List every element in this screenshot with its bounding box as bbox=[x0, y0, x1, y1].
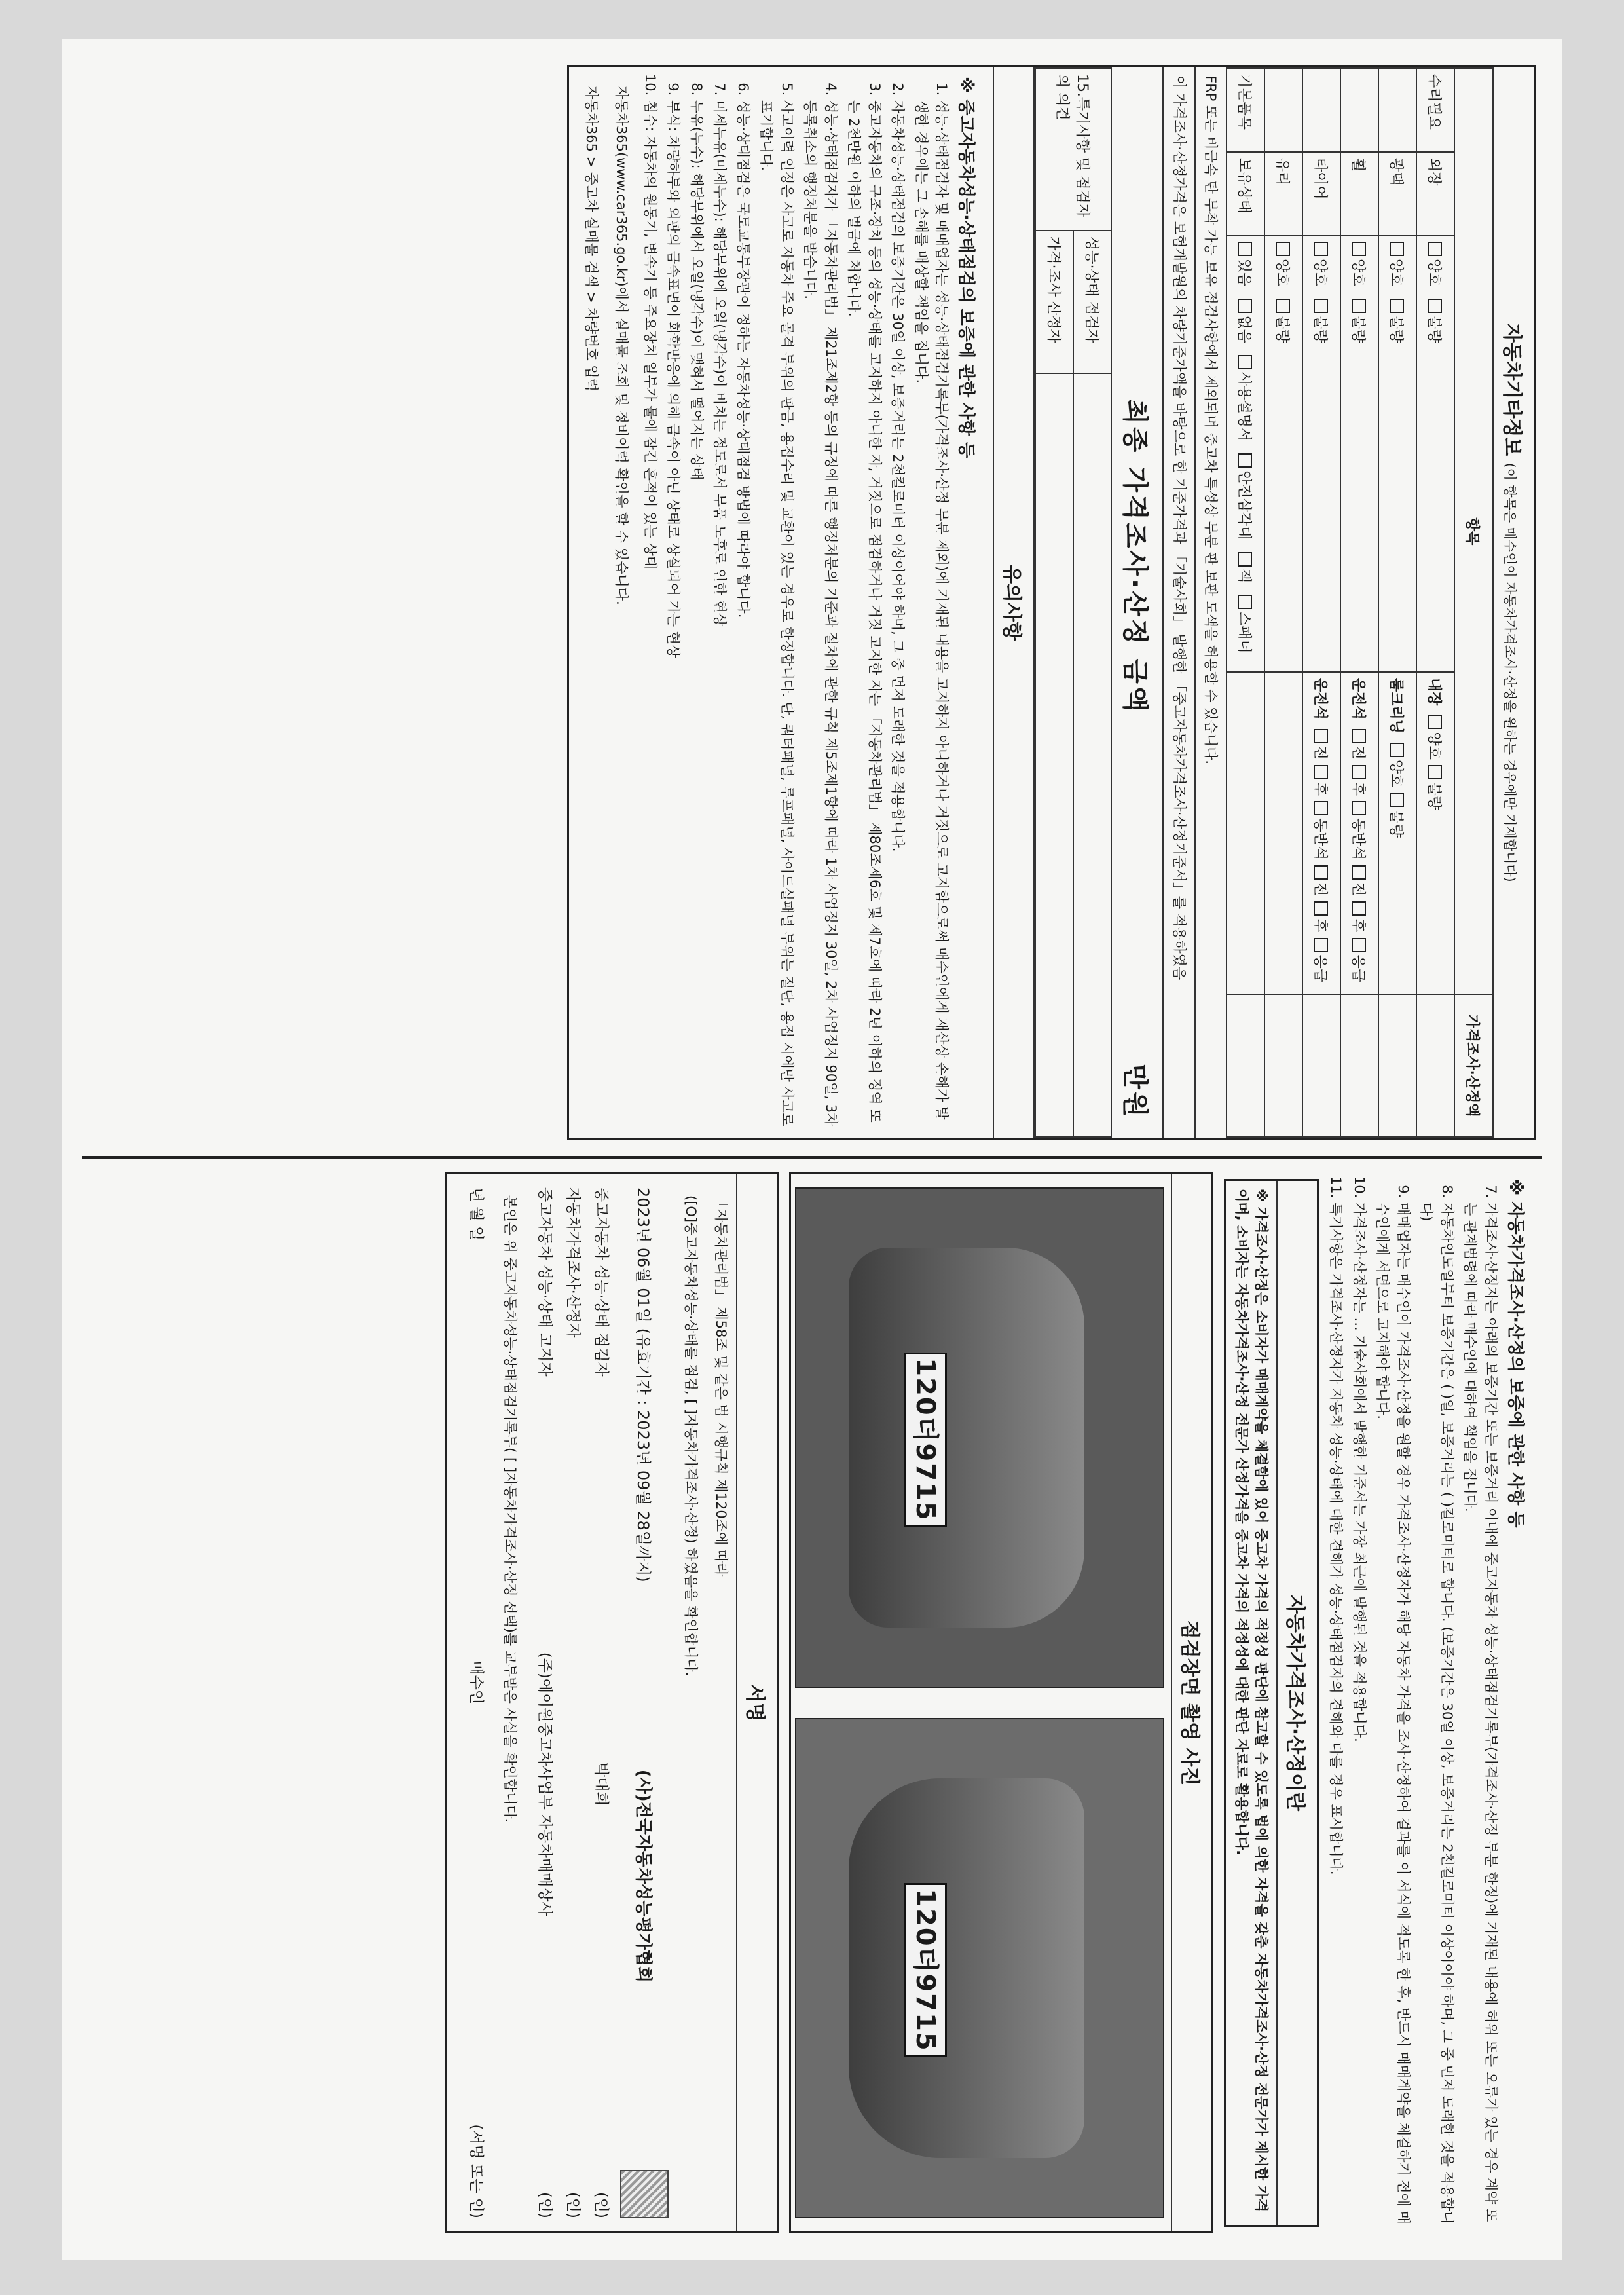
option-label: 양호 bbox=[1312, 259, 1329, 287]
option-label: 불량 bbox=[1388, 810, 1405, 838]
final-amount-label: 최종 가격조사·산정 금액 bbox=[1120, 399, 1151, 715]
row-options-secondary bbox=[1264, 672, 1302, 994]
row-options bbox=[1302, 236, 1340, 672]
option-checkbox[interactable] bbox=[1312, 801, 1332, 860]
basis-note: 이 가격조사·산정가격은 보험개발원의 차량기준가액을 바탕으로 한 기준가격과 「기술사회」 발행한 「중고자동차가격조사·산정기준서」를 적용하였음 bbox=[1164, 67, 1195, 1138]
row-options bbox=[1378, 236, 1416, 672]
row-options-secondary bbox=[1416, 672, 1454, 994]
final-amount-unit: 만원 bbox=[1120, 1064, 1151, 1120]
vehicle-info-section bbox=[567, 65, 1536, 1140]
checkbox-icon bbox=[1352, 801, 1367, 815]
vehicle-info-row bbox=[1340, 68, 1378, 1137]
checkbox-icon bbox=[1238, 355, 1253, 369]
buyer-row bbox=[467, 1187, 489, 2218]
price-definition-text: ※ 가격조사·산정은 소비자가 매매계약을 체결함에 있어 중고차 가격의 적정성 판단에 참고할 수 있도록 법에 의한 자격을 갖춘 자동차가격조사·산정 전문가가 제시한 가격이며, 소비자는 자동차가격조사·산정 전문가 산정가격을 중고차 가격의 적정성에 대한 판단 자료로 활용합니다. bbox=[1233, 1189, 1269, 2212]
notice-item: 10. 가격조사·산정자는 ... 기술사회에서 발행한 기준서는 가장 최근에 발행된 것을 적용합니다. bbox=[1349, 1203, 1370, 2227]
checkbox-icon bbox=[1352, 865, 1367, 880]
signer-role: 중고자동차 성능·상태 점검자 bbox=[593, 1187, 610, 1377]
signer-row bbox=[564, 1187, 585, 2218]
checkbox-icon bbox=[1238, 299, 1253, 313]
signature-section bbox=[445, 1172, 779, 2233]
option-label: 동반석 bbox=[1312, 818, 1329, 860]
frp-note: FRP 또는 비금속 탄 부착 가능 보유 점검사항에서 제외되며 중고차 특성상 부분 판 보판 도색을 허용할 수 있습니다. bbox=[1203, 75, 1219, 765]
price-definition-box bbox=[1224, 1179, 1319, 2227]
signature-statement-2: ([O]중고자동차성능·상태를 점검, [ ]자동차가격조사·산정) 하였음을 확인합니다. bbox=[682, 1195, 699, 1677]
final-amount-row bbox=[1112, 67, 1164, 1138]
row-options-secondary bbox=[1378, 672, 1416, 994]
signer-seal[interactable]: (인) bbox=[536, 2192, 554, 2218]
amount-header: 가격조사·산정액 bbox=[1454, 994, 1492, 1137]
notice-item: 10. 침수: 자동차의 원동기, 변속기 등 주요장치 일부가 물에 잠긴 흔적이 있는 상태 bbox=[639, 100, 660, 1129]
checkbox-icon bbox=[1352, 299, 1367, 313]
checkbox-icon bbox=[1314, 865, 1329, 880]
buyer-label: 매수인 bbox=[467, 1660, 485, 1705]
row-options bbox=[1227, 236, 1264, 672]
option-checkbox[interactable] bbox=[1350, 865, 1370, 896]
checkbox-icon bbox=[1238, 552, 1253, 567]
option-checkbox[interactable] bbox=[1312, 765, 1332, 796]
signer-name: 박대희 bbox=[593, 1762, 610, 1806]
option-checkbox[interactable] bbox=[1350, 729, 1370, 760]
option-label: 있음 bbox=[1236, 259, 1253, 287]
price-notice-block bbox=[1224, 1172, 1529, 2233]
item-header: 항목 bbox=[1454, 68, 1492, 994]
row-label-secondary: 룸크리닝 bbox=[1388, 677, 1405, 734]
option-checkbox[interactable] bbox=[1350, 901, 1370, 932]
remarks-title: 유의사항 bbox=[993, 67, 1035, 1138]
option-checkbox[interactable] bbox=[1236, 453, 1256, 540]
notice-item: 8. 자동차인도일부터 보증기간은 ( )일, 보증거리는 ( )킬로미터로 합니다. (보증기간은 30일 이상, 보증거리는 2천킬로미터 이상이어야 하며, 그 중 먼저 도래한 것을 적용합니다) bbox=[1416, 1203, 1457, 2227]
row-label: 광택 bbox=[1378, 152, 1416, 236]
checkbox-icon bbox=[1390, 743, 1405, 757]
checkbox-icon bbox=[1276, 299, 1291, 313]
option-checkbox[interactable] bbox=[1350, 765, 1370, 796]
option-checkbox[interactable] bbox=[1312, 729, 1332, 760]
row-options bbox=[1264, 236, 1302, 672]
checkbox-icon bbox=[1390, 299, 1405, 313]
checkbox-icon bbox=[1390, 242, 1405, 256]
option-label: 동반석 bbox=[1350, 818, 1367, 860]
front-plate: 120더9715 bbox=[904, 1353, 947, 1527]
checkbox-icon bbox=[1352, 242, 1367, 256]
signer-seal[interactable]: (인) bbox=[593, 2192, 610, 2218]
special-inspector-label: 성능·상태 점검자 bbox=[1073, 231, 1111, 373]
option-label: 응급 bbox=[1350, 954, 1367, 983]
row-amount-cell[interactable] bbox=[1264, 994, 1302, 1137]
row-amount-cell[interactable] bbox=[1227, 994, 1264, 1137]
checkbox-icon bbox=[1352, 938, 1367, 952]
checkbox-icon bbox=[1352, 729, 1367, 743]
checkbox-icon bbox=[1238, 242, 1253, 256]
row-group-label: 기본품목 bbox=[1227, 68, 1264, 152]
checkbox-icon bbox=[1314, 242, 1329, 256]
notice-item: 1. 성능·상태점검자 및 매매업자는 성능·상태점검기록부(가격조사·산정 부분 제외)에 기재된 내용을 고지하지 아니하거나 거짓으로 고지함으로써 매수인에게 재산상 손해가 발생한 경우에는 그 손해를 배상할 책임을 집니다. bbox=[910, 100, 951, 1129]
option-label: 불량 bbox=[1274, 315, 1291, 344]
checkbox-icon bbox=[1352, 901, 1367, 916]
option-checkbox[interactable] bbox=[1350, 299, 1370, 344]
option-checkbox[interactable] bbox=[1312, 938, 1332, 983]
row-options bbox=[1340, 236, 1378, 672]
option-label: 후 bbox=[1350, 918, 1367, 933]
checkbox-icon bbox=[1238, 595, 1253, 609]
option-checkbox[interactable] bbox=[1236, 242, 1256, 287]
notice-block bbox=[569, 67, 993, 1138]
notice-title: ※ 중고자동차성능·상태점검의 보증에 관한 사항 등 bbox=[956, 77, 976, 458]
row-amount-cell[interactable] bbox=[1378, 994, 1416, 1137]
row-group-label bbox=[1378, 68, 1416, 152]
car-front-shape bbox=[849, 1248, 1084, 1628]
left-half bbox=[88, 65, 1536, 1140]
row-label-secondary: 운전석 bbox=[1312, 677, 1329, 720]
vehicle-info-row bbox=[1302, 68, 1340, 1137]
option-label: 전 bbox=[1350, 745, 1367, 760]
row-options-secondary bbox=[1302, 672, 1340, 994]
receipt-statement: 본인은 위 중고자동차성능·상태점검기록부( [ ]자동차가격조사·산정 선택)를 교부받은 사실을 확인합니다. bbox=[502, 1195, 519, 1823]
option-checkbox[interactable] bbox=[1426, 715, 1446, 760]
photo-section-title: 점검장면 촬영 사진 bbox=[1171, 1174, 1211, 2231]
notice-item: 9. 매매업자는 매수인이 가격조사·산정을 원할 경우 가격조사·산정자가 해당 자동차 가격을 조사·산정하여 결과를 이 서식에 적도록 한 후, 반드시 매매계약을 체결하기 전에 매수인에게 서면으로 고지해야 합니다. bbox=[1372, 1203, 1413, 2227]
rotated-document bbox=[62, 39, 1562, 2260]
option-label: 불량 bbox=[1426, 315, 1443, 344]
notice-sub-1: 자동차365(www.car365.go.kr)에서 실매물 조회 및 정비이력 확인을 할 수 있습니다. bbox=[614, 86, 630, 605]
option-label: 양호 bbox=[1388, 259, 1405, 287]
checkbox-icon bbox=[1314, 765, 1329, 779]
notice-item: 4. 성능·상태점검자가 「자동차관리법」 제21조제2항 등의 규정에 따른 행정처분의 기준과 절차에 관한 규칙 제5조제1항에 따라 1차 사업정지 30일, 2차 사업정지 90일, 3차 등록취소의 행정처분을 받습니다. bbox=[800, 100, 841, 1129]
price-notice-list bbox=[1325, 1179, 1501, 2227]
option-checkbox[interactable] bbox=[1350, 801, 1370, 860]
option-checkbox[interactable] bbox=[1236, 299, 1256, 344]
option-checkbox[interactable] bbox=[1388, 242, 1408, 287]
notice-item: 7. 가격조사·산정자는 아래의 보증기간 또는 보증거리 이내에 중고자동차 성능·상태점검기록부(가격조사·산정 부분 한정)에 기재된 내용에 허위 또는 오류가 있는 경우 계약 또는 관계법령에 따라 매수인에 대하여 책임을 집니다. bbox=[1460, 1203, 1501, 2227]
notice-sub-2: 자동차365 > 중고차 실매물 검색 > 차량번호 입력 bbox=[583, 86, 599, 392]
option-checkbox[interactable] bbox=[1350, 242, 1370, 287]
option-checkbox[interactable] bbox=[1388, 743, 1408, 788]
option-checkbox[interactable] bbox=[1236, 552, 1256, 583]
notice-item: 7. 미세누유(미세누수): 해당부위에 오일(냉각수)이 비치는 정도로서 부품 노후로 인한 현상 bbox=[709, 100, 730, 1129]
checkbox-icon bbox=[1314, 801, 1329, 815]
option-checkbox[interactable] bbox=[1312, 865, 1332, 896]
option-checkbox[interactable] bbox=[1426, 765, 1446, 810]
option-checkbox[interactable] bbox=[1426, 299, 1446, 344]
checkbox-icon bbox=[1238, 453, 1253, 468]
rear-photo bbox=[795, 1718, 1164, 2218]
checkbox-icon bbox=[1314, 299, 1329, 313]
notice-item: 5. 사고이력 인정은 사고로 자동차 주요 골격 부위의 판금, 용접수리 및 교환이 있는 경우로 한정합니다. 단, 쿼터패널, 루프패널, 사이드실패널 부위는 절단, 용접 시에만 사고로 표기합니다. bbox=[756, 100, 797, 1129]
option-label: 불량 bbox=[1312, 315, 1329, 344]
signer-roles bbox=[536, 1187, 614, 2218]
checkbox-icon bbox=[1428, 715, 1443, 729]
option-checkbox[interactable] bbox=[1236, 595, 1256, 654]
issuer-row bbox=[620, 1187, 669, 2218]
option-label: 스패너 bbox=[1236, 611, 1253, 654]
front-photo bbox=[795, 1187, 1164, 1688]
option-label: 사용설명서 bbox=[1236, 372, 1253, 442]
option-label: 없음 bbox=[1236, 315, 1253, 344]
row-amount-cell[interactable] bbox=[1340, 994, 1378, 1137]
checkbox-icon bbox=[1276, 242, 1291, 256]
photo-area bbox=[791, 1174, 1171, 2231]
center-divider bbox=[82, 1156, 1542, 1159]
option-checkbox[interactable] bbox=[1312, 242, 1332, 287]
checkbox-icon bbox=[1314, 938, 1329, 952]
option-label: 양호 bbox=[1426, 259, 1443, 287]
option-label: 후 bbox=[1312, 918, 1329, 933]
notice-item: 11. 특기사항은 가격조사·산정자가 자동차 성능·상태에 대한 견해가 성능·상태점검자의 견해와 다를 경우 표시합니다. bbox=[1325, 1203, 1346, 2227]
issue-date: 2023년 06월 01일 (유효기간 : 2023년 09월 28일까지) bbox=[633, 1187, 652, 1582]
row-label: 유리 bbox=[1264, 152, 1302, 236]
notice-item: 3. 중고자동차의 구조·장치 등의 성능·상태를 고지하지 아니한 자, 거짓으로 점검하거나 거짓 고지한 자는 「자동차관리법」 제80조제6호 및 제7호에 따라 2년 이하의 징역 또는 2천만원 이하의 벌금에 처합니다. bbox=[843, 100, 885, 1129]
row-group-label bbox=[1302, 68, 1340, 152]
option-checkbox[interactable] bbox=[1388, 793, 1408, 838]
vehicle-info-row bbox=[1378, 68, 1416, 1137]
special-inspector-value bbox=[1073, 373, 1111, 1137]
row-options-secondary bbox=[1227, 672, 1264, 994]
option-label: 양호 bbox=[1350, 259, 1367, 287]
option-checkbox[interactable] bbox=[1236, 355, 1256, 441]
row-label: 외장 bbox=[1416, 152, 1454, 236]
price-notice-title: ※ 자동차가격조사·산정의 보증에 관한 사항 등 bbox=[1505, 1179, 1525, 1528]
right-half bbox=[88, 1172, 1536, 2233]
option-label: 불량 bbox=[1426, 781, 1443, 810]
row-amount-cell[interactable] bbox=[1302, 994, 1340, 1137]
rear-plate: 120더9715 bbox=[904, 1883, 947, 2057]
signer-seal[interactable]: (인) bbox=[564, 2192, 582, 2218]
option-checkbox[interactable] bbox=[1274, 299, 1294, 344]
special-appraiser-label: 가격·조사 산정자 bbox=[1035, 231, 1073, 373]
option-label: 전 bbox=[1350, 882, 1367, 897]
option-label: 양호 bbox=[1388, 759, 1405, 788]
option-label: 불량 bbox=[1388, 315, 1405, 344]
row-options bbox=[1416, 236, 1454, 672]
signer-role: 중고자동차 성능·상태 고지자 bbox=[536, 1187, 554, 1377]
vehicle-info-title: 자동차기타정보 (이 항목은 매수인이 자동차가격조사·산정을 원하는 경우에만 기재합니다) bbox=[1493, 67, 1534, 1138]
row-label-secondary: 내장 bbox=[1426, 677, 1443, 706]
row-label: 휠 bbox=[1340, 152, 1378, 236]
option-label: 후 bbox=[1312, 781, 1329, 796]
row-options-secondary bbox=[1340, 672, 1378, 994]
option-checkbox[interactable] bbox=[1312, 901, 1332, 932]
checkbox-icon bbox=[1352, 765, 1367, 779]
row-label: 타이어 bbox=[1302, 152, 1340, 236]
row-amount-cell[interactable] bbox=[1416, 994, 1454, 1137]
vehicle-info-table bbox=[1226, 67, 1493, 1138]
receipt-date: 년 월 일 bbox=[467, 1187, 485, 1241]
photo-section bbox=[789, 1172, 1213, 2233]
signer-role: 자동차가격조사·산정자 bbox=[564, 1187, 582, 1338]
option-checkbox[interactable] bbox=[1312, 299, 1332, 344]
special-notes-label: 15.특기사항 및 점검자의 의견 bbox=[1035, 68, 1111, 231]
vehicle-info-row bbox=[1264, 68, 1302, 1137]
checkbox-icon bbox=[1428, 242, 1443, 256]
option-label: 전 bbox=[1312, 745, 1329, 760]
checkbox-icon bbox=[1428, 765, 1443, 779]
row-label: 보유상태 bbox=[1227, 152, 1264, 236]
row-label-secondary: 운전석 bbox=[1350, 677, 1367, 720]
option-label: 전 bbox=[1312, 882, 1329, 897]
option-label: 불량 bbox=[1350, 315, 1367, 344]
checkbox-icon bbox=[1314, 729, 1329, 743]
notice-list bbox=[639, 77, 951, 1129]
option-label: 후 bbox=[1350, 781, 1367, 796]
option-label: 양호 bbox=[1426, 732, 1443, 760]
option-checkbox[interactable] bbox=[1274, 242, 1294, 287]
vehicle-info-row bbox=[1227, 68, 1264, 1137]
vehicle-info-row bbox=[1416, 68, 1454, 1137]
issuer-qr-stamp-icon bbox=[620, 2170, 669, 2218]
checkbox-icon bbox=[1390, 793, 1405, 807]
special-appraiser-value bbox=[1035, 373, 1073, 1137]
option-checkbox[interactable] bbox=[1350, 938, 1370, 983]
signature-title: 서명 bbox=[736, 1174, 777, 2231]
buyer-seal: (서명 또는 인) bbox=[467, 2124, 485, 2218]
option-label: 양호 bbox=[1274, 259, 1291, 287]
signer-row bbox=[592, 1187, 614, 2218]
car-rear-shape bbox=[849, 1778, 1084, 2158]
option-label: 안전삼각대 bbox=[1236, 470, 1253, 540]
signer-name: (주)에이원중고차사업부 자동차매매상사 bbox=[536, 1652, 554, 1916]
option-checkbox[interactable] bbox=[1426, 242, 1446, 287]
option-label: 잭 bbox=[1236, 569, 1253, 583]
checkbox-icon bbox=[1428, 299, 1443, 313]
notice-item: 6. 성능·상태점검은 국토교통부장관이 정하는 자동차성능·상태점검 방법에 따라야 합니다. bbox=[732, 100, 753, 1129]
row-group-label bbox=[1264, 68, 1302, 152]
price-definition-title: 자동차가격조사·산정이란 bbox=[1276, 1181, 1317, 2225]
notice-item: 2. 자동차성능·상태점검의 보증기간은 30일 이상, 보증거리는 2천킬로미터 이상이어야 하며, 그 중 먼저 도래한 것을 적용합니다. bbox=[887, 100, 908, 1129]
checkbox-icon bbox=[1314, 901, 1329, 916]
scanned-sheet bbox=[62, 39, 1562, 2260]
option-label: 응급 bbox=[1312, 954, 1329, 983]
special-notes-table bbox=[1035, 67, 1112, 1138]
notice-item: 8. 누유(누수): 해당부위에서 오일(냉각수)이 맺혀서 떨어지는 상태 bbox=[686, 100, 707, 1129]
signature-statement-1: 「자동차관리법」 제58조 및 같은 법 시행규칙 제120조에 따라 bbox=[713, 1195, 729, 1577]
option-checkbox[interactable] bbox=[1388, 299, 1408, 344]
row-group-label bbox=[1340, 68, 1378, 152]
notice-item: 9. 부식: 차량하부와 외판의 금속표면이 화학반응에 의해 금속이 아닌 상태로 상실되어 가는 현상 bbox=[663, 100, 684, 1129]
signer-row bbox=[536, 1187, 557, 2218]
row-group-label: 수리필요 bbox=[1416, 68, 1454, 152]
issuer-name: (사)전국자동차성능평가협회 bbox=[633, 1769, 653, 1983]
